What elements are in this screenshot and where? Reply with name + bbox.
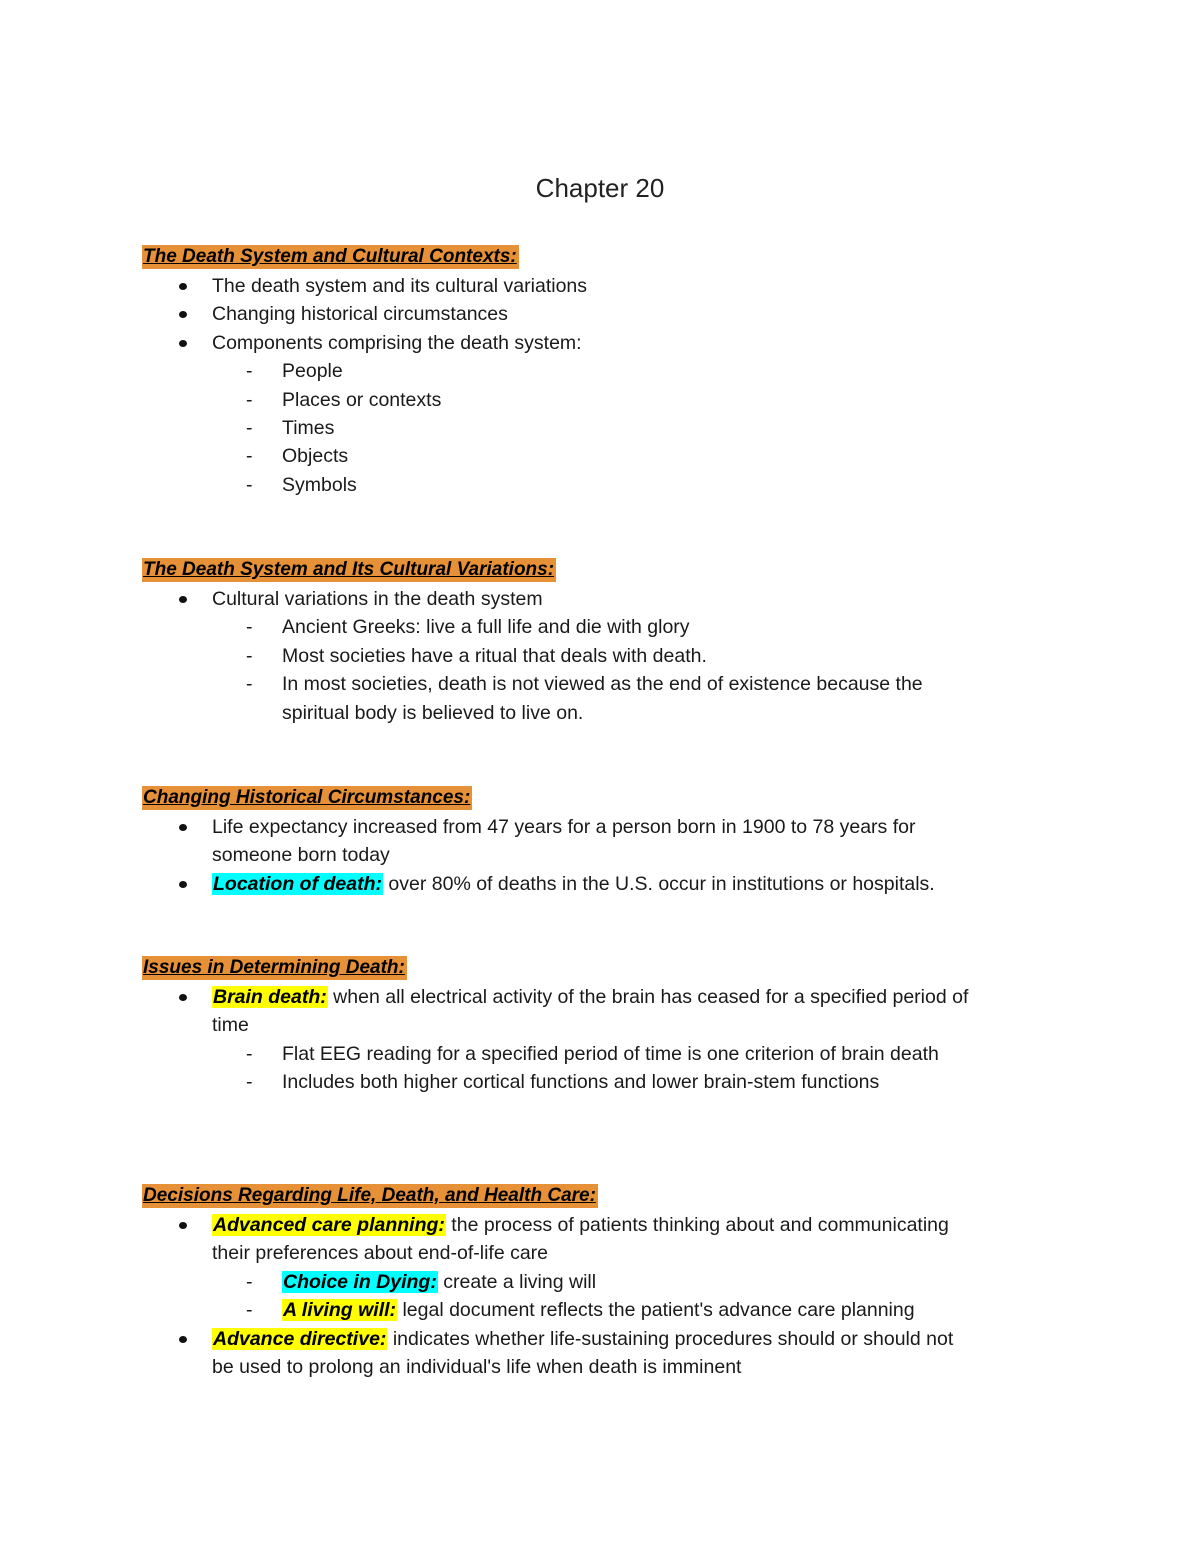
dash-icon: -: [246, 388, 253, 411]
list-item: Cultural variations in the death system: [142, 585, 1072, 613]
sub-list-item: - Times: [142, 414, 1072, 442]
list-item: Advance directive: indicates whether life-sustaining procedures should or should not: [142, 1325, 1072, 1353]
list-item-continuation: their preferences about end-of-life care: [212, 1242, 549, 1265]
bullet-dot-icon: [179, 824, 187, 831]
list-item: Life expectancy increased from 47 years for a person born in 1900 to 78 years for: [142, 813, 1072, 841]
sub-list-item: - In most societies, death is not viewed as the end of existence because the: [142, 670, 1072, 698]
section-heading: Changing Historical Circumstances:: [143, 787, 471, 808]
sub-list-item: - Ancient Greeks: live a full life and die with glory: [142, 613, 1072, 641]
bullet-dot-icon: [179, 1222, 187, 1229]
list-item: The death system and its cultural variations: [142, 272, 1072, 300]
section-changing-historical-circumstances: [142, 785, 1072, 898]
section-heading: The Death System and Its Cultural Variations:: [143, 559, 555, 580]
sub-list-item: - Flat EEG reading for a specified period of time is one criterion of brain death: [142, 1040, 1072, 1068]
sub-list-item: - Includes both higher cortical functions and lower brain-stem functions: [142, 1068, 1072, 1096]
bullet-dot-icon: [179, 994, 187, 1001]
section-death-system-cultural-variations: [142, 557, 1072, 727]
section-issues-determining-death: [142, 955, 1072, 1097]
section-decisions-life-death-health-care: [142, 1183, 1072, 1381]
sub-list-item: - Objects: [142, 442, 1072, 470]
sub-list-item: - Most societies have a ritual that deals with death.: [142, 642, 1072, 670]
sub-list-item: - Places or contexts: [142, 386, 1072, 414]
dash-icon: -: [246, 673, 253, 696]
highlighted-term: Advance directive:: [213, 1327, 387, 1350]
list-item: Components comprising the death system:: [142, 329, 1072, 357]
bullet-dot-icon: [179, 881, 187, 888]
section-heading: Issues in Determining Death:: [143, 957, 405, 978]
list-item-continuation: be used to prolong an individual's life when death is imminent: [212, 1356, 742, 1379]
sub-list-item: - Choice in Dying: create a living will: [142, 1268, 1072, 1296]
list-item-continuation: time: [212, 1014, 249, 1037]
section-heading: The Death System and Cultural Contexts:: [143, 246, 517, 267]
dash-icon: -: [246, 473, 253, 496]
dash-icon: -: [246, 644, 253, 667]
bullet-dot-icon: [179, 340, 187, 347]
bullet-dot-icon: [179, 1336, 187, 1343]
bullet-dot-icon: [179, 311, 187, 318]
dash-icon: -: [246, 1042, 253, 1065]
bullet-dot-icon: [179, 596, 187, 603]
highlighted-term: Location of death:: [213, 872, 382, 895]
dash-icon: -: [246, 1270, 253, 1293]
page-title: Chapter 20: [535, 173, 665, 203]
sub-list-item: - Symbols: [142, 471, 1072, 499]
dash-icon: -: [246, 360, 253, 383]
list-item-continuation: someone born today: [212, 844, 390, 867]
highlighted-term: Advanced care planning:: [213, 1214, 445, 1236]
dash-icon: -: [246, 616, 253, 639]
highlighted-term: A living will:: [283, 1299, 397, 1322]
bullet-dot-icon: [179, 283, 187, 290]
list-item: Brain death: when all electrical activity of the brain has ceased for a specified period of: [142, 983, 1072, 1011]
sub-list-item: - People: [142, 357, 1072, 385]
dash-icon: -: [246, 417, 253, 440]
section-death-system-cultural-contexts: [142, 244, 1072, 499]
list-item: Advanced care planning: the process of patients thinking about and communicating: [142, 1211, 1072, 1239]
dash-icon: -: [246, 1071, 253, 1094]
list-item: Location of death: over 80% of deaths in the U.S. occur in institutions or hospitals.: [142, 870, 1072, 898]
highlighted-term: Choice in Dying:: [283, 1270, 437, 1293]
sub-list-item: - A living will: legal document reflects the patient's advance care planning: [142, 1296, 1072, 1324]
list-item: Changing historical circumstances: [142, 300, 1072, 328]
section-heading: Decisions Regarding Life, Death, and Health Care:: [143, 1185, 596, 1206]
dash-icon: -: [246, 445, 253, 468]
highlighted-term: Brain death:: [213, 986, 327, 1008]
sub-list-item-continuation: spiritual body is believed to live on.: [282, 701, 584, 724]
dash-icon: -: [246, 1299, 253, 1322]
